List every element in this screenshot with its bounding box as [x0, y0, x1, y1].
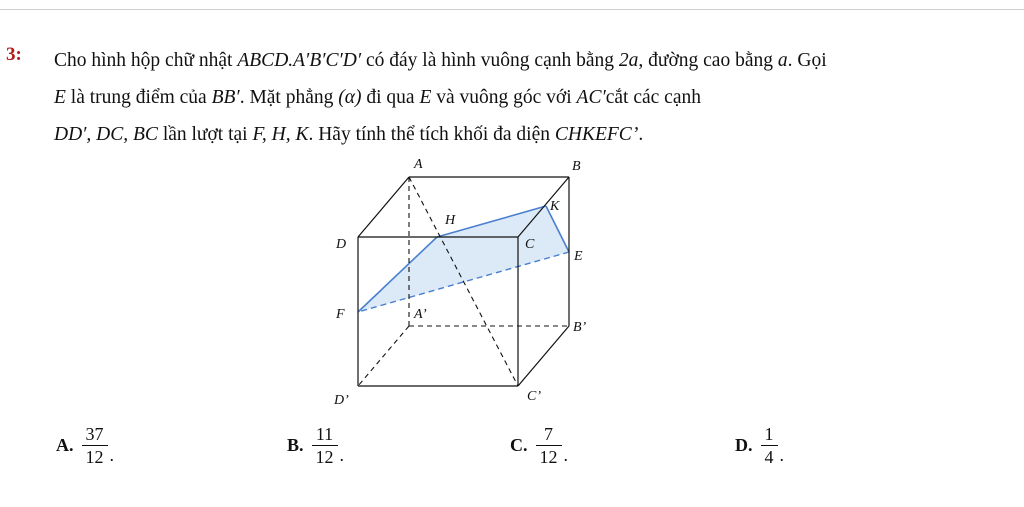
numerator: 7	[544, 424, 553, 444]
label-d-prime: D’	[334, 393, 349, 408]
label-b-prime: B’	[573, 320, 587, 335]
denominator: 12	[315, 447, 334, 467]
question-text	[54, 42, 972, 153]
box-name: ABCD.A′B′C′D′	[237, 50, 362, 71]
answer-period: .	[339, 445, 345, 465]
answer-fraction	[82, 423, 108, 468]
point-e: E	[419, 87, 432, 108]
numerator: 37	[85, 424, 104, 444]
section-plane	[358, 206, 569, 312]
edge-bb: BB′	[211, 87, 240, 108]
edge-ad	[358, 177, 409, 237]
answer-label: B.	[287, 435, 304, 455]
cuboid-figure	[320, 150, 620, 412]
text-segment: lần lượt tại	[157, 124, 253, 145]
label-c-prime: C’	[527, 389, 541, 404]
plane-alpha: (α)	[338, 87, 362, 108]
text-segment: .	[638, 124, 644, 145]
numerator: 1	[764, 424, 774, 444]
point-e: E	[54, 87, 66, 108]
points-list: F, H, K	[252, 124, 309, 145]
answer-period: .	[109, 445, 114, 465]
answer-a[interactable]	[56, 423, 114, 468]
solid-name: CHKEFC’	[554, 124, 639, 145]
text-segment: cắt các cạnh	[605, 87, 701, 108]
denominator: 12	[539, 447, 558, 467]
label-c: C	[525, 237, 535, 252]
numerator: 11	[315, 424, 334, 444]
text-segment: đi qua	[361, 87, 420, 108]
text-segment: và vuông góc với	[431, 87, 577, 108]
top-divider	[0, 9, 1024, 10]
label-d: D	[336, 237, 347, 252]
text-segment: . Gọi	[787, 50, 827, 71]
text-segment: , đường cao bằng	[638, 50, 778, 71]
denominator: 4	[764, 447, 774, 467]
label-k: K	[550, 199, 560, 214]
answer-label: C.	[510, 435, 528, 455]
answer-period: .	[779, 445, 784, 465]
answer-fraction	[761, 423, 778, 468]
label-h: H	[445, 213, 456, 228]
text-segment: . Mặt phẳng	[239, 87, 339, 108]
label-e: E	[574, 249, 583, 264]
side-length: 2a	[618, 50, 639, 71]
question-number: 3:	[6, 44, 22, 65]
text-segment: có đáy là hình vuông cạnh bằng	[361, 50, 619, 71]
label-a: A	[414, 157, 423, 172]
answer-label: D.	[735, 435, 753, 455]
answer-fraction	[312, 423, 338, 468]
edge-ad-bottom-hidden	[358, 326, 409, 386]
answer-b[interactable]	[287, 423, 344, 468]
answer-period: .	[563, 445, 568, 465]
edges-list: DD′, DC, BC	[54, 124, 158, 145]
label-f: F	[336, 307, 345, 322]
answer-label: A.	[56, 435, 74, 455]
text-segment: Cho hình hộp chữ nhật	[54, 50, 238, 71]
answer-c[interactable]	[510, 423, 568, 468]
edge-bc-bottom	[518, 326, 569, 386]
answer-fraction	[536, 423, 562, 468]
label-a-prime: A’	[414, 307, 427, 322]
text-segment: . Hãy tính thể tích khối đa diện	[308, 124, 555, 145]
answer-d[interactable]	[735, 423, 784, 468]
height-value: a	[777, 50, 788, 71]
diagonal-ac: AC′	[576, 87, 606, 108]
text-segment: là trung điểm của	[65, 87, 212, 108]
denominator: 12	[85, 447, 104, 467]
label-b: B	[572, 159, 581, 174]
